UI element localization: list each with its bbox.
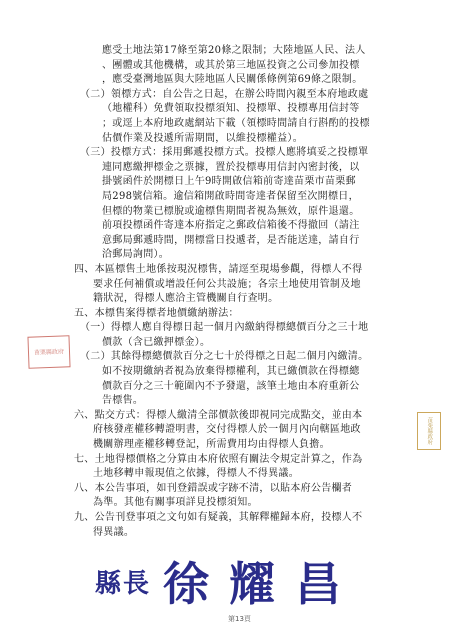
- body-line: 四、本區標售土地係按現況標售，請逕至現場參觀，得標人不得: [74, 263, 363, 275]
- body-line: 八、本公告事項，如刊登錯誤或字跡不清，以貼本府公告欄者: [74, 482, 353, 494]
- body-line: 籍狀況，得標人應洽主管機關自行查明。: [93, 293, 279, 305]
- body-line: （二）領標方式：自公告之日起，在辦公時間內親至本府地政處: [80, 88, 369, 100]
- body-line: 價款百分之三十範圍內不予發還，該筆土地由本府重新公: [102, 380, 360, 392]
- official-seal-stamp-right: 苗栗縣政府: [417, 412, 441, 450]
- announcement-body: [70, 44, 412, 540]
- body-line: 七、土地得標價格之分算由本府依照有關法令規定計算之，作為: [74, 453, 363, 465]
- body-line: 要求任何補償或增設任何公共設施；各宗土地使用管制及地: [93, 278, 361, 290]
- body-line: （三）投標方式：採用郵遞投標方式。投標人應將填妥之投標單: [80, 147, 369, 159]
- body-line: 土地移轉申報現值之依據，得標人不得異議。: [93, 468, 299, 480]
- body-line: （二）其餘得標總價款百分之七十於得標之日起二個月內繳清。: [80, 351, 369, 363]
- body-line: 府核發產權移轉證明書，交付得標人於一個月內向轄區地政: [93, 424, 361, 436]
- body-line: 連同應繳押標金之票據，置於投標專用信封內密封後，以: [102, 161, 360, 173]
- signature-title: 縣長: [95, 568, 152, 599]
- body-line: 局298號信箱。逾信箱開啟時間寄達者保留至次開標日，: [102, 190, 359, 202]
- signature-name: 徐耀昌: [163, 557, 362, 611]
- body-line: 掛號函件於開標日上午9時開啟信箱前寄達苗栗市苗栗郵: [102, 176, 356, 188]
- body-line: 如不按期繳納者視為放棄得標權利，其已繳價款在得標總: [102, 366, 360, 378]
- official-seal-stamp: 苗栗縣政府: [27, 335, 70, 368]
- body-line: 得異議。: [93, 526, 135, 538]
- body-line: 九、公告刊登事項之文句如有疑義，其解釋權歸本府，投標人不: [74, 512, 363, 523]
- body-line: 洽郵局詢問）。: [102, 249, 170, 261]
- body-line: 價款（含已繳押標金）。: [102, 336, 211, 348]
- body-line: 意郵局郵遞時間，開標當日投遞者，是否能送達，請自行: [102, 234, 360, 246]
- body-line: 應受土地法第17條至第20條之限制；大陸地區人民、法人: [102, 45, 366, 56]
- body-line: 前項投標函件寄達本府指定之郵政信箱後不得撤回（請注: [102, 220, 360, 232]
- body-line: 五、本標售案得標者地價繳納辦法：: [74, 307, 239, 319]
- body-line: 六、點交方式：得標人繳清全部價款後即視同完成點交，並由本: [74, 409, 363, 421]
- body-line: （地權科）免費領取投標須知、投標單、投標專用信封等: [102, 103, 360, 115]
- magistrate-signature: [95, 546, 415, 616]
- body-line: ，應受臺灣地區與大陸地區人民關係條例第69條之限制。: [102, 74, 363, 86]
- body-line: （一）得標人應自得標日起一個月內繳納得標總價百分之三十地: [80, 322, 369, 334]
- body-line: 估價作業及投遞所需期間，以維投標權益）。: [102, 132, 303, 144]
- body-line: 告標售。: [102, 395, 144, 407]
- body-line: 為準。其他有關事項詳見投標須知。: [93, 497, 258, 509]
- page-number: 第13頁: [228, 615, 251, 623]
- body-line: 機關辦理產權移轉登記，所需費用均由得標人負擔。: [93, 439, 330, 451]
- body-line: 但標的物業已標脫或逾標售期間者視為無效，原件退還。: [102, 205, 360, 217]
- body-line: 、團體或其他機構，或其於第三地區投資之公司參加投標: [102, 59, 360, 71]
- body-line: ；或逕上本府地政處網站下載（領標時間請自行斟酌的投標: [102, 117, 370, 129]
